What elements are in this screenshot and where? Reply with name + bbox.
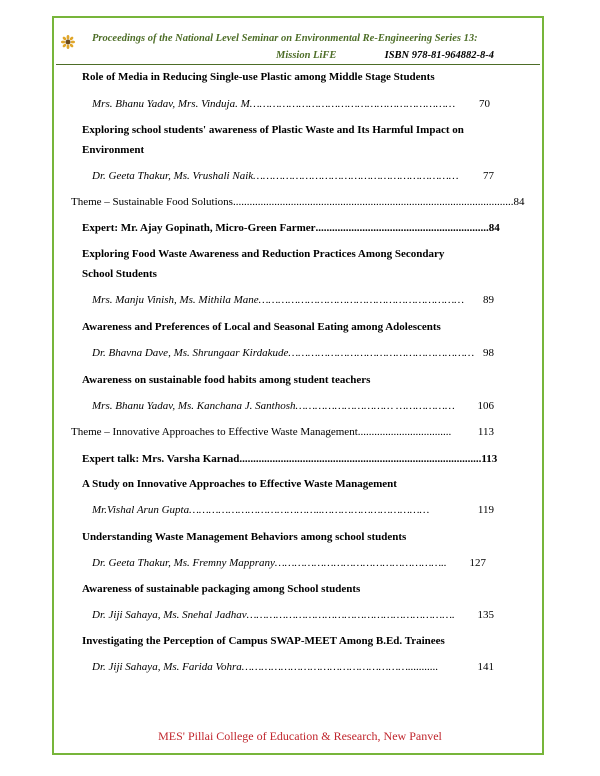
header-rule bbox=[56, 64, 540, 65]
toc-leader: ……………………………………………………… bbox=[258, 294, 465, 306]
toc-page-number: 113 bbox=[481, 453, 498, 465]
toc-page-number: 113 bbox=[477, 426, 494, 438]
header-isbn: ISBN 978-81-964882-8-4 bbox=[384, 50, 494, 61]
toc-page-number: 135 bbox=[477, 609, 494, 621]
toc-page-number: 106 bbox=[477, 400, 494, 412]
toc-entry-authors bbox=[92, 98, 490, 111]
toc-entry-authors bbox=[92, 504, 494, 517]
toc-page-number: 84 bbox=[513, 196, 525, 208]
toc-page-number: 127 bbox=[469, 557, 486, 569]
toc-page-number: 84 bbox=[488, 222, 500, 234]
toc-leader: ………………………………………………………. bbox=[246, 609, 455, 621]
toc-authors: Dr. Jiji Sahaya, Ms. Snehal Jadhav bbox=[92, 609, 247, 621]
toc-theme bbox=[71, 196, 525, 209]
toc-entry-title: Awareness of sustainable packaging among School students bbox=[82, 583, 361, 595]
toc-entry-title: Role of Media in Reducing Single-use Plastic among Middle Stage Students bbox=[82, 71, 435, 83]
toc-leader: ………………………… ……………… bbox=[295, 400, 455, 412]
toc-theme bbox=[71, 426, 494, 439]
toc-entry-authors bbox=[92, 170, 494, 183]
toc-leader: ........................................................................................ bbox=[239, 453, 482, 465]
toc-entry-authors bbox=[92, 661, 494, 674]
toc-page-number: 98 bbox=[483, 347, 494, 359]
toc-entry-authors bbox=[92, 347, 494, 360]
sunflower-icon bbox=[61, 35, 75, 49]
toc-page-number: 119 bbox=[477, 504, 494, 516]
toc-leader: .................................. bbox=[357, 426, 452, 438]
toc-authors: Mrs. Manju Vinish, Ms. Mithila Mane bbox=[92, 294, 259, 306]
toc-authors: Dr. Geeta Thakur, Ms. Vrushali Naik bbox=[92, 170, 254, 182]
header-subtitle: Mission LiFE bbox=[276, 50, 337, 61]
toc-page-number: 77 bbox=[483, 170, 494, 182]
toc-expert-title: Expert: Mr. Ajay Gopinath, Micro-Green Farmer bbox=[82, 222, 316, 234]
toc-page-number: 89 bbox=[483, 294, 494, 306]
page-footer: MES' Pillai College of Education & Research, New Panvel bbox=[158, 729, 442, 743]
toc-authors: Mr.Vishal Arun Gupta bbox=[92, 504, 190, 516]
toc-entry-title: Awareness and Preferences of Local and Seasonal Eating among Adolescents bbox=[82, 321, 441, 333]
toc-entry-title: Understanding Waste Management Behaviors among school students bbox=[82, 531, 407, 543]
toc-leader: …………………………………..…………………………… bbox=[189, 504, 430, 516]
toc-entry-title: Investigating the Perception of Campus SWAP-MEET Among B.Ed. Trainees bbox=[82, 635, 445, 647]
toc-leader: ……………………………………………………… bbox=[249, 98, 456, 110]
toc-entry-authors bbox=[92, 294, 494, 307]
toc-leader: …………………………………………….. bbox=[274, 557, 447, 569]
toc-entry-authors bbox=[92, 609, 494, 622]
toc-entry-title: Exploring school students' awareness of Plastic Waste and Its Harmful Impact on bbox=[82, 124, 464, 136]
toc-entry-authors bbox=[92, 557, 486, 570]
toc-entry-title: Exploring Food Waste Awareness and Reduction Practices Among Secondary bbox=[82, 248, 445, 260]
toc-expert-title: Expert talk: Mrs. Varsha Karnad bbox=[82, 453, 240, 465]
toc-authors: Dr. Jiji Sahaya, Ms. Farida Vohra bbox=[92, 661, 242, 673]
toc-leader: ………………………………………………… bbox=[288, 347, 475, 359]
toc-entry-title-cont: Environment bbox=[82, 144, 145, 156]
toc-authors: Dr. Geeta Thakur, Ms. Fremny Mapprany bbox=[92, 557, 275, 569]
toc-leader: ............................................................... bbox=[315, 222, 489, 234]
toc-entry-title-cont: School Students bbox=[82, 268, 157, 280]
toc-expert bbox=[82, 453, 498, 466]
toc-authors: Dr. Bhavna Dave, Ms. Shrungaar Kirdakude bbox=[92, 347, 289, 359]
toc-authors: Mrs. Bhanu Yadav, Mrs. Vinduja. M bbox=[92, 98, 250, 110]
toc-entry-authors bbox=[92, 400, 494, 413]
toc-expert bbox=[82, 222, 500, 235]
header-title: Proceedings of the National Level Seminar on Environmental Re-Engineering Series 13: bbox=[92, 33, 478, 44]
toc-leader: ……………………………………………………… bbox=[253, 170, 459, 182]
toc-entry-title: A Study on Innovative Approaches to Effective Waste Management bbox=[82, 478, 397, 490]
toc-theme-title: Theme – Innovative Approaches to Effective Waste Management bbox=[71, 426, 358, 438]
toc-page-number: 141 bbox=[477, 661, 494, 673]
toc-leader: ...................................................................................................... bbox=[232, 196, 514, 208]
toc-theme-title: Theme – Sustainable Food Solutions bbox=[71, 196, 233, 208]
toc-leader: ……………………………………………........... bbox=[241, 661, 439, 673]
toc-page-number: 70 bbox=[479, 98, 490, 110]
toc-entry-title: Awareness on sustainable food habits among student teachers bbox=[82, 374, 371, 386]
toc-authors: Mrs. Bhanu Yadav, Ms. Kanchana J. Santhosh bbox=[92, 400, 296, 412]
